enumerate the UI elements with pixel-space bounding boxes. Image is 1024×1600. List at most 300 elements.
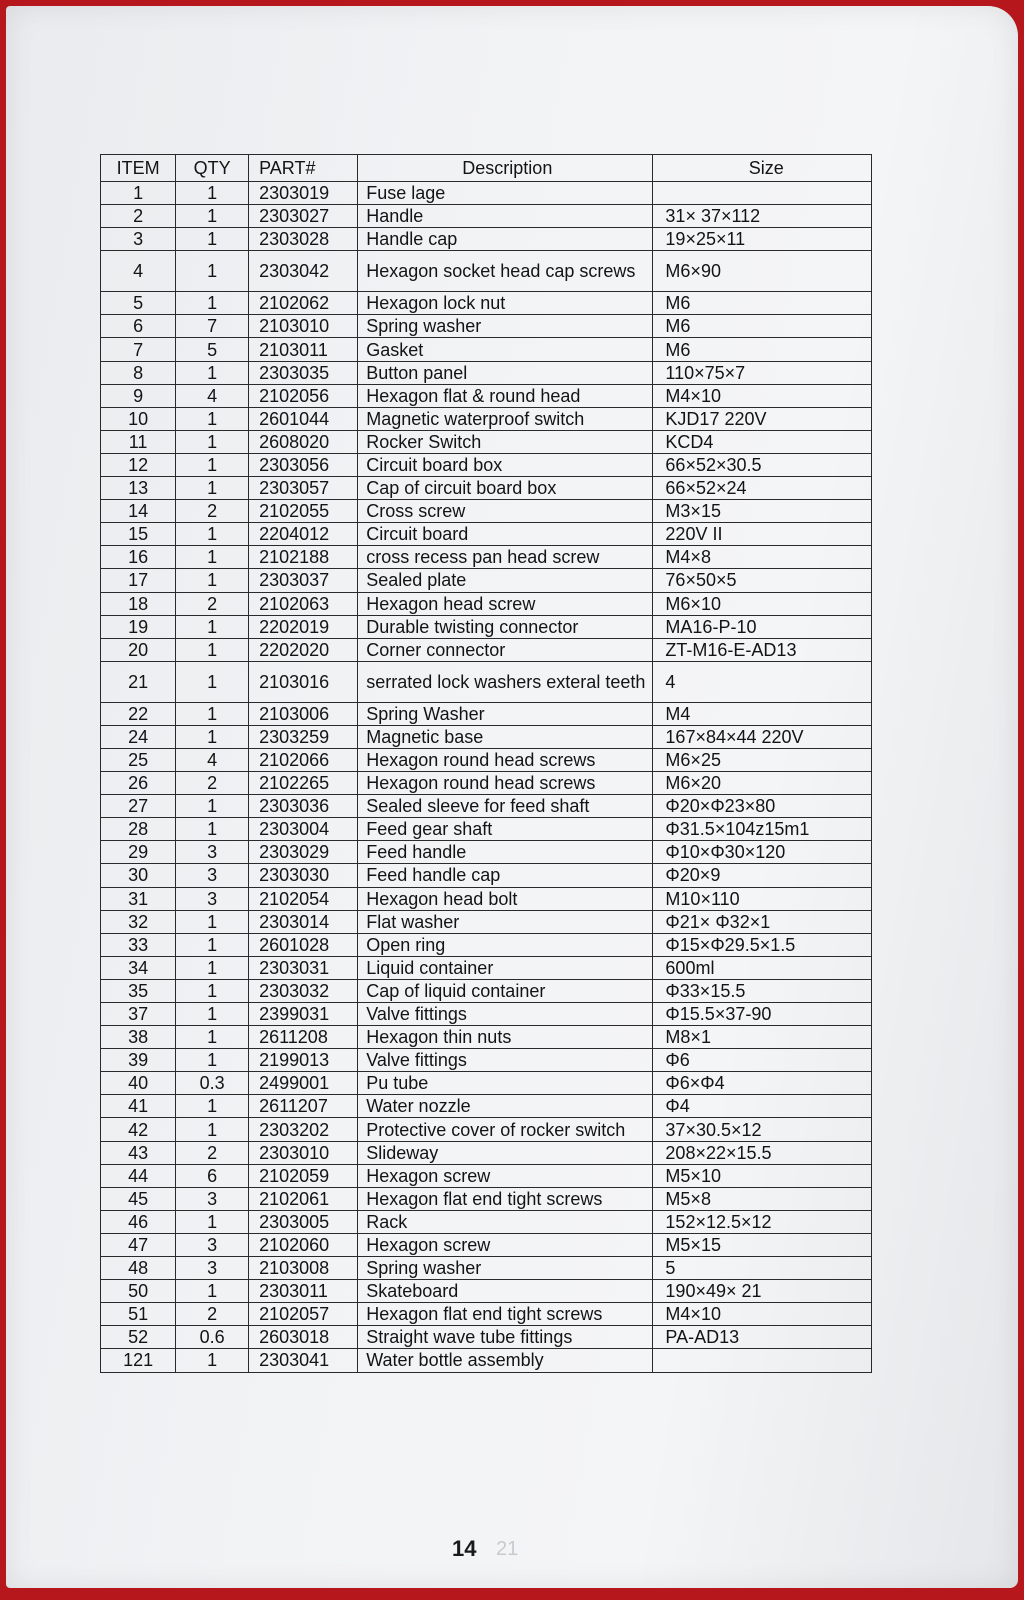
cell-part-number: 2303010: [249, 1141, 358, 1164]
bleed-through-page-number: 21: [496, 1538, 519, 1560]
cell-size: 152×12.5×12: [653, 1210, 872, 1233]
cell-part-number: 2103006: [249, 702, 358, 725]
cell-item: 10: [101, 407, 176, 430]
cell-item: 29: [101, 841, 176, 864]
table-row: [101, 1187, 872, 1210]
cell-item: 30: [101, 864, 176, 887]
table-row: [101, 979, 872, 1002]
cell-qty: 2: [176, 592, 249, 615]
cell-size: M4×8: [653, 546, 872, 569]
cell-size: 208×22×15.5: [653, 1141, 872, 1164]
table-row: [101, 725, 872, 748]
table-row: [101, 841, 872, 864]
cell-item: 47: [101, 1233, 176, 1256]
cell-description: [358, 251, 653, 292]
cell-part-number: 2202019: [249, 615, 358, 638]
cell-size: M5×15: [653, 1233, 872, 1256]
header-description: Description: [358, 155, 653, 182]
table-row: [101, 818, 872, 841]
cell-description: Straight wave tube fittings: [358, 1326, 653, 1349]
cell-size: M5×8: [653, 1187, 872, 1210]
cell-qty: 1: [176, 569, 249, 592]
cell-qty: 4: [176, 748, 249, 771]
cell-description: Sealed sleeve for feed shaft: [358, 795, 653, 818]
cell-description: Magnetic base: [358, 725, 653, 748]
cell-qty: 1: [176, 979, 249, 1002]
table-row: [101, 182, 872, 205]
table-row: [101, 748, 872, 771]
cell-item: 18: [101, 592, 176, 615]
cell-part-number: 2303027: [249, 205, 358, 228]
cell-part-number: 2103010: [249, 315, 358, 338]
cell-part-number: 2303042: [249, 251, 358, 292]
cell-description: Cap of liquid container: [358, 979, 653, 1002]
cell-description: Hexagon screw: [358, 1164, 653, 1187]
cell-size: PA-AD13: [653, 1326, 872, 1349]
cell-part-number: 2603018: [249, 1326, 358, 1349]
cell-item: 46: [101, 1210, 176, 1233]
cell-description: Hexagon round head screws: [358, 748, 653, 771]
table-row: [101, 523, 872, 546]
cell-qty: 1: [176, 615, 249, 638]
cell-size: [653, 182, 872, 205]
cell-part-number: 2303035: [249, 361, 358, 384]
cell-size: 66×52×30.5: [653, 453, 872, 476]
table-row: [101, 887, 872, 910]
cell-size: [653, 1349, 872, 1372]
cell-item: 27: [101, 795, 176, 818]
table-row: [101, 615, 872, 638]
cell-size: KCD4: [653, 430, 872, 453]
cell-size: Φ15.5×37-90: [653, 1003, 872, 1026]
cell-item: 5: [101, 292, 176, 315]
cell-qty: 1: [176, 1280, 249, 1303]
cell-qty: 1: [176, 638, 249, 661]
cell-qty: 3: [176, 841, 249, 864]
cell-item: 45: [101, 1187, 176, 1210]
cell-item: 2: [101, 205, 176, 228]
cell-description: [358, 661, 653, 702]
table-row: [101, 430, 872, 453]
cell-part-number: 2102062: [249, 292, 358, 315]
cell-size: 37×30.5×12: [653, 1118, 872, 1141]
table-row: [101, 407, 872, 430]
cell-description: Handle: [358, 205, 653, 228]
cell-qty: 3: [176, 1187, 249, 1210]
cell-qty: 1: [176, 523, 249, 546]
cell-part-number: 2303259: [249, 725, 358, 748]
header-item: ITEM: [101, 155, 176, 182]
cell-part-number: 2303029: [249, 841, 358, 864]
cell-description: Hexagon screw: [358, 1233, 653, 1256]
cell-description: Hexagon thin nuts: [358, 1026, 653, 1049]
cell-size: M6: [653, 292, 872, 315]
cell-part-number: 2303056: [249, 453, 358, 476]
cell-size: M10×110: [653, 887, 872, 910]
cell-item: 43: [101, 1141, 176, 1164]
cell-description: Hexagon flat end tight screws: [358, 1187, 653, 1210]
cell-qty: 1: [176, 251, 249, 292]
cell-part-number: 2303005: [249, 1210, 358, 1233]
cell-item: 31: [101, 887, 176, 910]
table-row: [101, 638, 872, 661]
cell-size: 19×25×11: [653, 228, 872, 251]
parts-list-table: [100, 154, 872, 1373]
cell-size: Φ20×Φ23×80: [653, 795, 872, 818]
table-row: [101, 1003, 872, 1026]
cell-description: Hexagon round head screws: [358, 772, 653, 795]
cell-size: M4×10: [653, 384, 872, 407]
cell-item: 1: [101, 182, 176, 205]
cell-part-number: 2102056: [249, 384, 358, 407]
table-row: [101, 1026, 872, 1049]
cell-size: Φ10×Φ30×120: [653, 841, 872, 864]
cell-item: 32: [101, 910, 176, 933]
cell-part-number: 2102265: [249, 772, 358, 795]
cell-description: Sealed plate: [358, 569, 653, 592]
cell-qty: 3: [176, 864, 249, 887]
cell-part-number: 2102054: [249, 887, 358, 910]
cell-item: 41: [101, 1095, 176, 1118]
table-row: [101, 1164, 872, 1187]
cell-description: Spring washer: [358, 1257, 653, 1280]
cell-item: 22: [101, 702, 176, 725]
cell-description: Feed gear shaft: [358, 818, 653, 841]
cell-description: Valve fittings: [358, 1049, 653, 1072]
cell-description: Durable twisting connector: [358, 615, 653, 638]
table-row: [101, 228, 872, 251]
cell-part-number: 2303019: [249, 182, 358, 205]
cell-part-number: 2601028: [249, 933, 358, 956]
cell-qty: 1: [176, 361, 249, 384]
header-qty: QTY: [176, 155, 249, 182]
cell-size: 110×75×7: [653, 361, 872, 384]
cell-size: M6: [653, 315, 872, 338]
cell-qty: 1: [176, 1095, 249, 1118]
cell-description: Rack: [358, 1210, 653, 1233]
cell-description: Handle cap: [358, 228, 653, 251]
cell-part-number: 2102061: [249, 1187, 358, 1210]
table-row: [101, 569, 872, 592]
cell-item: 33: [101, 933, 176, 956]
cell-size: 190×49× 21: [653, 1280, 872, 1303]
cell-size: Φ20×9: [653, 864, 872, 887]
cell-item: 13: [101, 477, 176, 500]
cell-part-number: 2102057: [249, 1303, 358, 1326]
cell-part-number: 2303004: [249, 818, 358, 841]
cell-item: 25: [101, 748, 176, 771]
cell-part-number: 2103011: [249, 338, 358, 361]
cell-description: Feed handle cap: [358, 864, 653, 887]
cell-description: Slideway: [358, 1141, 653, 1164]
cell-qty: 1: [176, 725, 249, 748]
cell-qty: 1: [176, 1026, 249, 1049]
table-row: [101, 292, 872, 315]
table-row: [101, 910, 872, 933]
cell-part-number: 2303032: [249, 979, 358, 1002]
cell-item: 37: [101, 1003, 176, 1026]
cell-part-number: 2102188: [249, 546, 358, 569]
cell-item: 34: [101, 956, 176, 979]
cell-item: 9: [101, 384, 176, 407]
cell-part-number: 2199013: [249, 1049, 358, 1072]
cell-description: Button panel: [358, 361, 653, 384]
cell-part-number: 2499001: [249, 1072, 358, 1095]
cell-qty: 2: [176, 1303, 249, 1326]
cell-size: M8×1: [653, 1026, 872, 1049]
cell-qty: 1: [176, 477, 249, 500]
cell-qty: 1: [176, 228, 249, 251]
cell-size: Φ31.5×104z15m1: [653, 818, 872, 841]
cell-item: 51: [101, 1303, 176, 1326]
table-row: [101, 1049, 872, 1072]
cell-size: 4: [653, 661, 872, 702]
cell-part-number: 2303030: [249, 864, 358, 887]
table-row: [101, 956, 872, 979]
cell-part-number: 2303014: [249, 910, 358, 933]
cell-item: 17: [101, 569, 176, 592]
cell-item: 15: [101, 523, 176, 546]
cell-qty: 6: [176, 1164, 249, 1187]
cell-item: 39: [101, 1049, 176, 1072]
table-row: [101, 1280, 872, 1303]
cell-description: Spring Washer: [358, 702, 653, 725]
cell-qty: 1: [176, 702, 249, 725]
cell-description: Flat washer: [358, 910, 653, 933]
cell-description: Protective cover of rocker switch: [358, 1118, 653, 1141]
cell-qty: 1: [176, 453, 249, 476]
table-row: [101, 1303, 872, 1326]
cell-description: Magnetic waterproof switch: [358, 407, 653, 430]
cell-size: KJD17 220V: [653, 407, 872, 430]
cell-part-number: 2303011: [249, 1280, 358, 1303]
cell-part-number: 2303202: [249, 1118, 358, 1141]
cell-item: 50: [101, 1280, 176, 1303]
cell-size: Φ15×Φ29.5×1.5: [653, 933, 872, 956]
cell-description: Circuit board box: [358, 453, 653, 476]
cell-item: 3: [101, 228, 176, 251]
cell-part-number: 2103008: [249, 1257, 358, 1280]
cell-qty: 1: [176, 1210, 249, 1233]
cell-item: 48: [101, 1257, 176, 1280]
table-row: [101, 251, 872, 292]
cell-size: ZT-M16-E-AD13: [653, 638, 872, 661]
cell-item: 52: [101, 1326, 176, 1349]
cell-description: Rocker Switch: [358, 430, 653, 453]
cell-part-number: 2202020: [249, 638, 358, 661]
cell-item: 6: [101, 315, 176, 338]
table-row: [101, 864, 872, 887]
cell-qty: 3: [176, 1233, 249, 1256]
cell-part-number: 2303041: [249, 1349, 358, 1372]
cell-size: M3×15: [653, 500, 872, 523]
cell-item: 42: [101, 1118, 176, 1141]
cell-size: M6: [653, 338, 872, 361]
cell-size: M4×10: [653, 1303, 872, 1326]
cell-qty: 1: [176, 1003, 249, 1026]
table-row: [101, 384, 872, 407]
cell-part-number: 2303037: [249, 569, 358, 592]
table-header-row: [101, 155, 872, 182]
table-row: [101, 546, 872, 569]
cell-part-number: 2611208: [249, 1026, 358, 1049]
cell-item: 20: [101, 638, 176, 661]
cell-description: Liquid container: [358, 956, 653, 979]
cell-item: 19: [101, 615, 176, 638]
cell-part-number: 2103016: [249, 661, 358, 702]
cell-part-number: 2204012: [249, 523, 358, 546]
table-row: [101, 361, 872, 384]
cell-size: M6×90: [653, 251, 872, 292]
description-text: Hexagon socket head cap screws: [366, 261, 636, 282]
cell-qty: 2: [176, 772, 249, 795]
cell-size: M6×20: [653, 772, 872, 795]
cell-qty: 7: [176, 315, 249, 338]
table-row: [101, 1141, 872, 1164]
cell-description: Water bottle assembly: [358, 1349, 653, 1372]
cell-part-number: 2102060: [249, 1233, 358, 1256]
cell-description: Pu tube: [358, 1072, 653, 1095]
parts-table-body: [101, 182, 872, 1373]
cell-size: M6×10: [653, 592, 872, 615]
page-number: 14: [452, 1536, 477, 1561]
table-row: [101, 1095, 872, 1118]
cell-size: Φ33×15.5: [653, 979, 872, 1002]
cell-item: 8: [101, 361, 176, 384]
cell-qty: 0.6: [176, 1326, 249, 1349]
cell-item: 121: [101, 1349, 176, 1372]
cell-size: 167×84×44 220V: [653, 725, 872, 748]
cell-part-number: 2102055: [249, 500, 358, 523]
table-row: [101, 1210, 872, 1233]
cell-qty: 1: [176, 795, 249, 818]
cell-description: Circuit board: [358, 523, 653, 546]
cell-item: 35: [101, 979, 176, 1002]
cell-part-number: 2611207: [249, 1095, 358, 1118]
cell-description: Fuse lage: [358, 182, 653, 205]
cell-qty: 3: [176, 887, 249, 910]
cell-qty: 1: [176, 818, 249, 841]
cell-description: Hexagon head bolt: [358, 887, 653, 910]
cell-size: Φ4: [653, 1095, 872, 1118]
cell-qty: 1: [176, 910, 249, 933]
cell-qty: 5: [176, 338, 249, 361]
table-row: [101, 1326, 872, 1349]
cell-description: Cross screw: [358, 500, 653, 523]
table-row: [101, 205, 872, 228]
header-size: Size: [653, 155, 872, 182]
cell-description: Hexagon lock nut: [358, 292, 653, 315]
cell-item: 44: [101, 1164, 176, 1187]
manual-page: [6, 6, 1018, 1588]
cell-size: 600ml: [653, 956, 872, 979]
table-row: [101, 795, 872, 818]
cell-part-number: 2601044: [249, 407, 358, 430]
cell-size: 76×50×5: [653, 569, 872, 592]
cell-item: 28: [101, 818, 176, 841]
cell-size: 220V II: [653, 523, 872, 546]
cell-qty: 1: [176, 407, 249, 430]
table-row: [101, 592, 872, 615]
table-row: [101, 477, 872, 500]
table-row: [101, 1257, 872, 1280]
cell-size: Φ6×Φ4: [653, 1072, 872, 1095]
cell-qty: 4: [176, 384, 249, 407]
cell-item: 26: [101, 772, 176, 795]
cell-description: cross recess pan head screw: [358, 546, 653, 569]
cell-size: Φ21× Φ32×1: [653, 910, 872, 933]
cell-item: 24: [101, 725, 176, 748]
cell-description: Valve fittings: [358, 1003, 653, 1026]
cell-size: M5×10: [653, 1164, 872, 1187]
header-part-number: PART#: [249, 155, 358, 182]
cell-part-number: 2303036: [249, 795, 358, 818]
cell-item: 12: [101, 453, 176, 476]
cell-qty: 0.3: [176, 1072, 249, 1095]
cell-size: M6×25: [653, 748, 872, 771]
cell-qty: 2: [176, 500, 249, 523]
description-text: serrated lock washers exteral teeth: [366, 671, 646, 692]
cell-size: 5: [653, 1257, 872, 1280]
cell-item: 40: [101, 1072, 176, 1095]
cell-part-number: 2303057: [249, 477, 358, 500]
cell-description: Water nozzle: [358, 1095, 653, 1118]
cell-qty: 1: [176, 205, 249, 228]
cell-description: Hexagon flat & round head: [358, 384, 653, 407]
cell-qty: 1: [176, 292, 249, 315]
cell-part-number: 2303031: [249, 956, 358, 979]
table-row: [101, 702, 872, 725]
cell-item: 14: [101, 500, 176, 523]
cell-qty: 1: [176, 1118, 249, 1141]
cell-description: Feed handle: [358, 841, 653, 864]
cell-item: 16: [101, 546, 176, 569]
cell-size: 31× 37×112: [653, 205, 872, 228]
table-row: [101, 315, 872, 338]
cell-item: 4: [101, 251, 176, 292]
cell-description: Hexagon head screw: [358, 592, 653, 615]
cell-item: 38: [101, 1026, 176, 1049]
cell-part-number: 2102063: [249, 592, 358, 615]
cell-item: 21: [101, 661, 176, 702]
cell-qty: 2: [176, 1141, 249, 1164]
cell-qty: 1: [176, 430, 249, 453]
cell-part-number: 2399031: [249, 1003, 358, 1026]
cell-description: Corner connector: [358, 638, 653, 661]
table-row: [101, 338, 872, 361]
cell-part-number: 2102059: [249, 1164, 358, 1187]
cell-qty: 1: [176, 1349, 249, 1372]
cell-qty: 1: [176, 546, 249, 569]
cell-qty: 1: [176, 661, 249, 702]
cell-description: Skateboard: [358, 1280, 653, 1303]
cell-description: Cap of circuit board box: [358, 477, 653, 500]
cell-description: Gasket: [358, 338, 653, 361]
table-row: [101, 1349, 872, 1372]
cell-qty: 1: [176, 1049, 249, 1072]
table-row: [101, 1233, 872, 1256]
cell-qty: 1: [176, 956, 249, 979]
cell-qty: 1: [176, 933, 249, 956]
cell-part-number: 2608020: [249, 430, 358, 453]
cell-item: 11: [101, 430, 176, 453]
cell-qty: 1: [176, 182, 249, 205]
table-row: [101, 772, 872, 795]
table-row: [101, 1072, 872, 1095]
cell-part-number: 2102066: [249, 748, 358, 771]
cell-size: MA16-P-10: [653, 615, 872, 638]
cell-size: M4: [653, 702, 872, 725]
